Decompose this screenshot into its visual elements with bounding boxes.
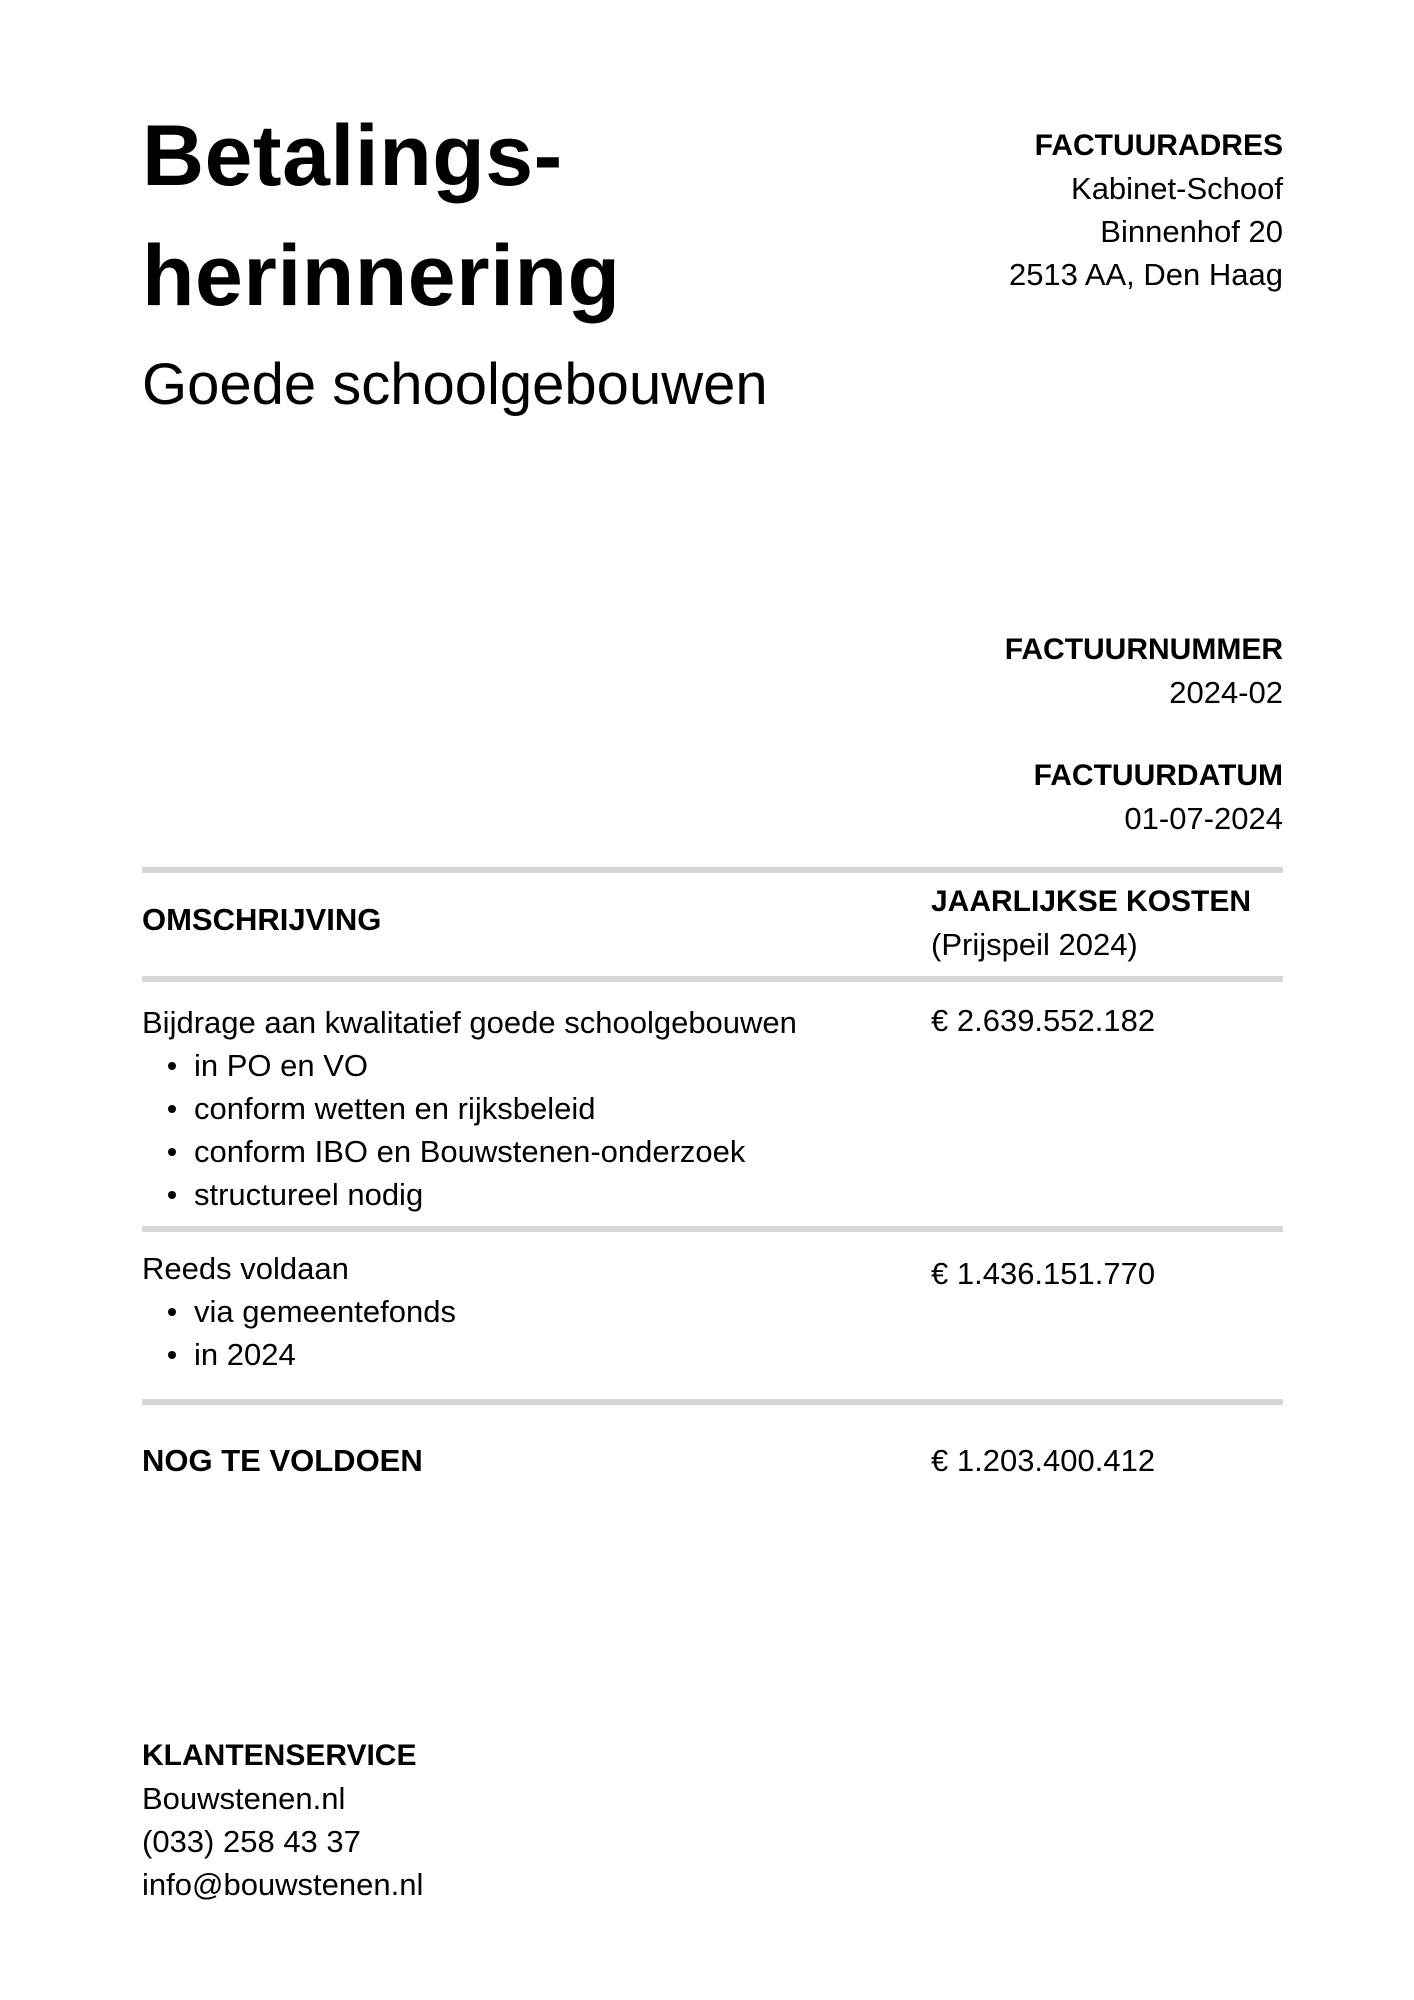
list-item: structureel nodig xyxy=(194,1173,797,1216)
billing-city: 2513 AA, Den Haag xyxy=(1008,257,1283,292)
total-label: NOG TE VOLDOEN xyxy=(142,1443,423,1478)
column-header-costs-label: JAARLIJKSE KOSTEN xyxy=(931,885,1252,918)
invoice-number-block xyxy=(1005,628,1283,714)
header-divider xyxy=(142,976,1283,982)
invoice-date: 01-07-2024 xyxy=(1124,801,1283,836)
title-line-1: Betalings- xyxy=(142,108,563,204)
row-bullet-list xyxy=(142,1044,797,1216)
row-description: Bijdrage aan kwalitatief goede schoolgebouwen xyxy=(142,1005,797,1040)
customer-service-phone: (033) 258 43 37 xyxy=(142,1824,361,1859)
customer-service-email: info@bouwstenen.nl xyxy=(142,1867,424,1902)
list-item: via gemeentefonds xyxy=(194,1290,456,1333)
page-subtitle: Goede schoolgebouwen xyxy=(142,352,768,417)
invoice-date-block xyxy=(1034,754,1283,840)
column-header-costs-note: (Prijspeil 2024) xyxy=(931,927,1138,962)
invoice-number: 2024-02 xyxy=(1169,675,1283,710)
customer-service xyxy=(142,1734,423,1906)
billing-address xyxy=(1009,124,1283,296)
title-line-2: herinnering xyxy=(142,228,621,324)
invoice-date-label: FACTUURDATUM xyxy=(1033,759,1283,792)
column-header-description: OMSCHRIJVING xyxy=(142,902,382,937)
list-item: conform wetten en rijksbeleid xyxy=(194,1087,797,1130)
page-title xyxy=(142,96,621,336)
customer-service-website: Bouwstenen.nl xyxy=(142,1781,346,1816)
total-divider xyxy=(142,1399,1283,1405)
list-item: in 2024 xyxy=(194,1333,456,1376)
table-row xyxy=(142,1247,456,1376)
billing-name: Kabinet-Schoof xyxy=(1071,171,1283,206)
table-top-divider xyxy=(142,867,1283,873)
invoice-number-label: FACTUURNUMMER xyxy=(1004,633,1283,666)
row-description: Reeds voldaan xyxy=(142,1251,349,1286)
customer-service-label: KLANTENSERVICE xyxy=(142,1739,417,1772)
row-bullet-list xyxy=(142,1290,456,1376)
list-item: in PO en VO xyxy=(194,1044,797,1087)
billing-address-label: FACTUURADRES xyxy=(1034,129,1283,162)
billing-street: Binnenhof 20 xyxy=(1100,214,1283,249)
list-item: conform IBO en Bouwstenen-onderzoek xyxy=(194,1130,797,1173)
column-header-costs xyxy=(931,880,1251,966)
row-amount: € 1.436.151.770 xyxy=(931,1256,1156,1291)
total-amount: € 1.203.400.412 xyxy=(931,1443,1156,1478)
row-amount: € 2.639.552.182 xyxy=(931,1003,1156,1038)
table-row xyxy=(142,1001,797,1216)
row-divider xyxy=(142,1226,1283,1232)
